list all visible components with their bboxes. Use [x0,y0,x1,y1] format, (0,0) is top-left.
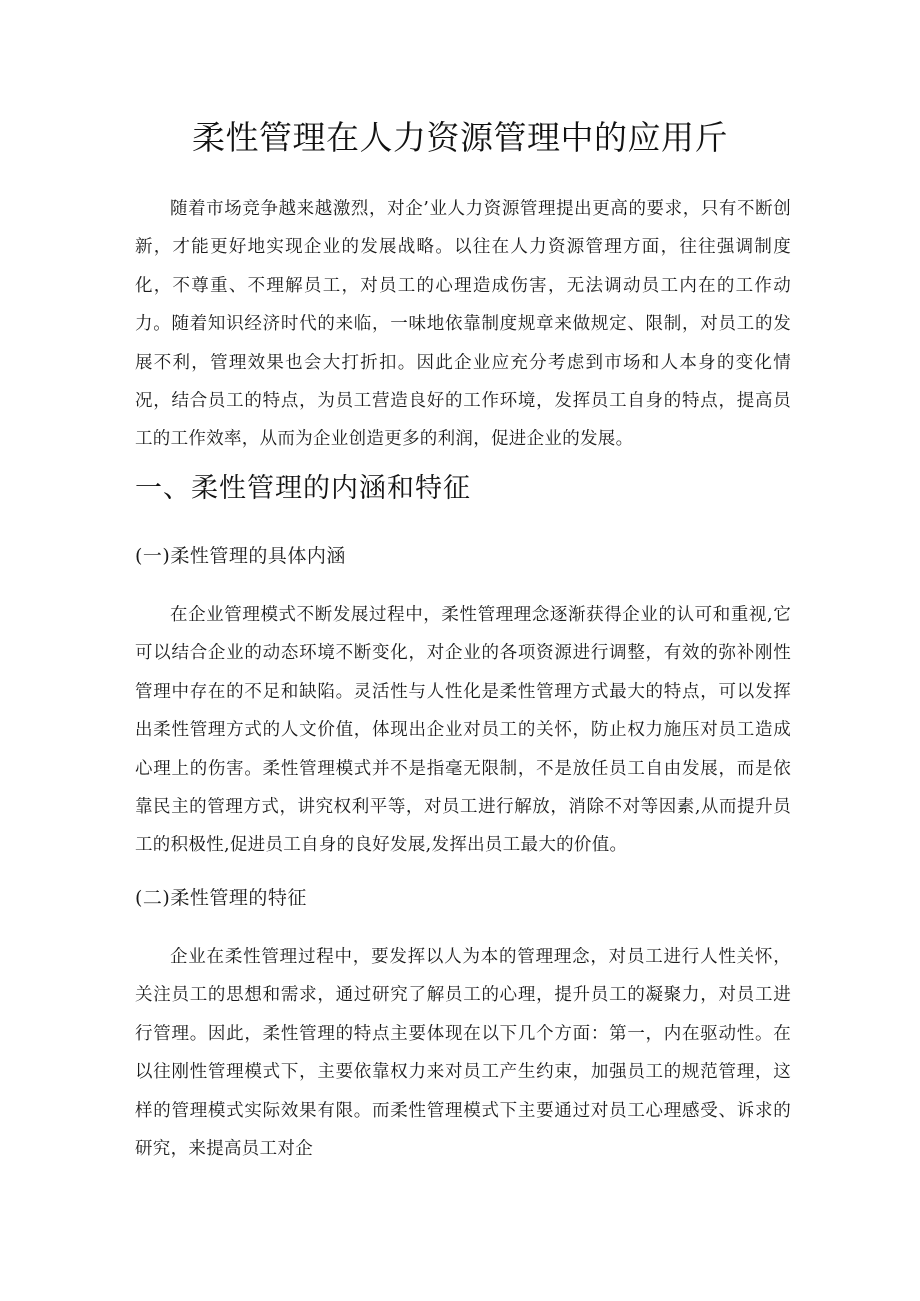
subsection-1-paragraph: 在企业管理模式不断发展过程中，柔性管理理念逐渐获得企业的认可和重视,它可以结合企业的动态环境不断变化，对企业的各项资源进行调整，有效的弥补刚性管理中存在的不足和缺陷。灵活性与人性化是柔性管理方式最大的特点，可以发挥出柔性管理方式的人文价值，体现出企业对员工的关怀，防止权力施压对员工造成心理上的伤害。柔性管理模式并不是指毫无限制，不是放任员工自由发展，而是依靠民主的管理方式，讲究权利平等，对员工进行解放，消除不对等因素,从而提升员工的积极性,促进员工自身的良好发展,发挥出员工最大的价值。 [135,605,791,856]
subsection-heading-1: (一)柔性管理的具体内涵 [135,545,346,567]
document-title: 柔性管理在人力资源管理中的应用斤 [192,118,728,157]
section-heading-1: 一、柔性管理的内涵和特征 [135,473,471,504]
subsection-heading-2: (二)柔性管理的特征 [135,887,307,909]
intro-paragraph: 随着市场竞争越来越激烈，对企’业人力资源管理提出更高的要求，只有不断创新，才能更好地实现企业的发展战略。以往在人力资源管理方面，往往强调制度化，不尊重、不理解员工，对员工的心理造成伤害，无法调动员工内在的工作动力。随着知识经济时代的来临，一味地依靠制度规章来做规定、限制，对员工的发展不利，管理效果也会大打折扣。因此企业应充分考虑到市场和人本身的变化情况，结合员工的特点，为员工营造良好的工作环境，发挥员工自身的特点，提高员工的工作效率，从而为企业创造更多的利润，促进企业的发展。 [135,199,791,450]
subsection-2-paragraph: 企业在柔性管理过程中，要发挥以人为本的管理理念，对员工进行人性关怀，关注员工的思想和需求，通过研究了解员工的心理，提升员工的凝聚力，对员工进行管理。因此，柔性管理的特点主要体现在以下几个方面：第一，内在驱动性。在以往刚性管理模式下，主要依靠权力来对员工产生约束，加强员工的规范管理，这样的管理模式实际效果有限。而柔性管理模式下主要通过对员工心理感受、诉求的研究，来提高员工对企 [135,947,791,1160]
